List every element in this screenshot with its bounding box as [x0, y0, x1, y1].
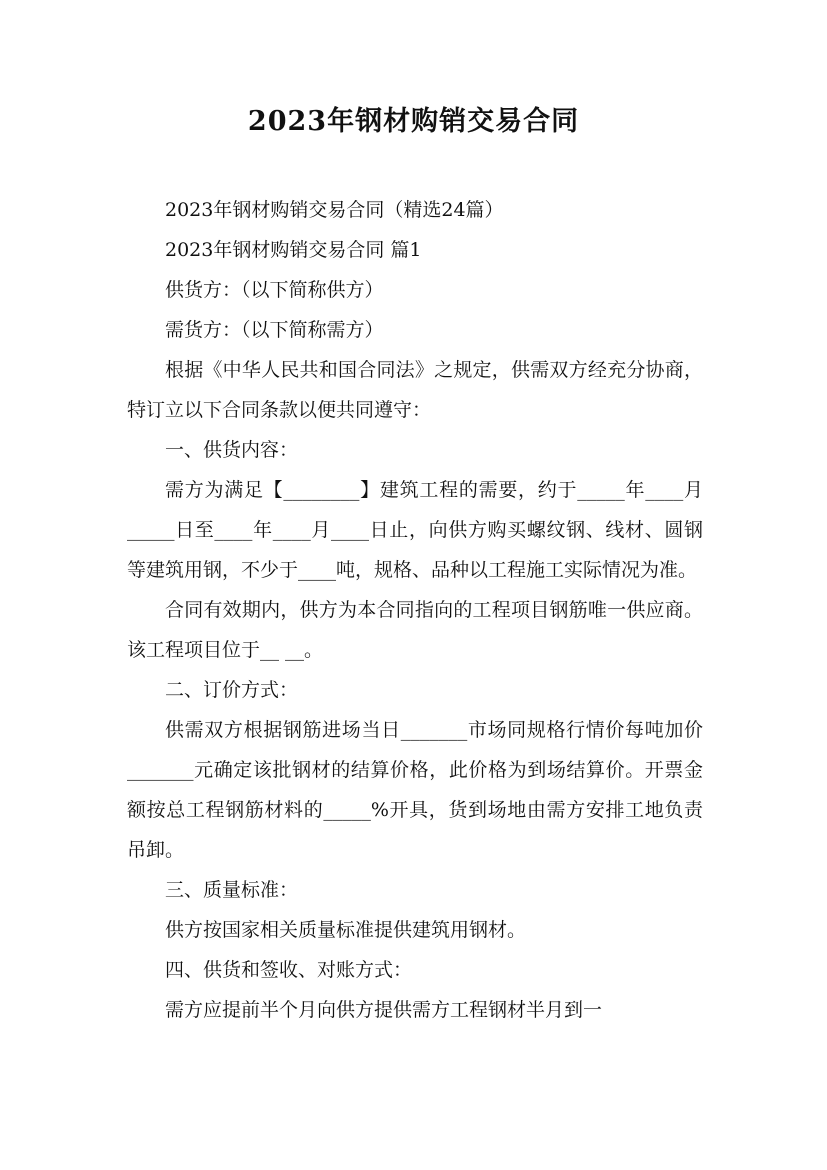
delivery-paragraph: 需方应提前半个月向供方提供需方工程钢材半月到一 — [165, 999, 603, 1021]
buyer-line: 需货方：（以下简称需方） — [165, 319, 384, 341]
supplier-line: 供货方：（以下简称供方） — [165, 279, 384, 301]
preamble-paragraph: 根据《中华人民共和国合同法》之规定，供需双方经充分协商，特订立以下合同条款以便共同遵守： — [127, 359, 703, 421]
clause-heading-supply: 一、供货内容： — [165, 439, 299, 461]
exclusive-supplier-paragraph: 合同有效期内，供方为本合同指向的工程项目钢筋唯一供应商。该工程项目位于__ __。 — [127, 599, 703, 661]
quality-paragraph: 供方按国家相关质量标准提供建筑用钢材。 — [165, 919, 527, 941]
document-title: 2023年钢材购销交易合同 — [247, 106, 580, 137]
document-body — [127, 190, 703, 1030]
section-heading: 2023年钢材购销交易合同 篇1 — [165, 239, 422, 261]
clause-heading-quality: 三、质量标准： — [165, 879, 299, 901]
pricing-paragraph: 供需双方根据钢筋进场当日_______市场同规格行情价每吨加价_______元确定该批钢材的结算价格，此价格为到场结算价。开票金额按总工程钢筋材料的_____%开具，货到场地由需方安排工地负责吊卸。 — [127, 719, 703, 861]
subtitle-paragraph: 2023年钢材购销交易合同（精选24篇） — [165, 199, 504, 221]
clause-heading-delivery: 四、供货和签收、对账方式： — [165, 959, 413, 981]
clause-heading-pricing: 二、订价方式： — [165, 679, 299, 701]
supply-paragraph: 需方为满足【________】建筑工程的需要，约于_____年____月_____日至____年____月____日止，向供方购买螺纹钢、线材、圆钢等建筑用钢，不少于____吨，规格、品种以工程施工实际情况为准。 — [127, 479, 703, 581]
